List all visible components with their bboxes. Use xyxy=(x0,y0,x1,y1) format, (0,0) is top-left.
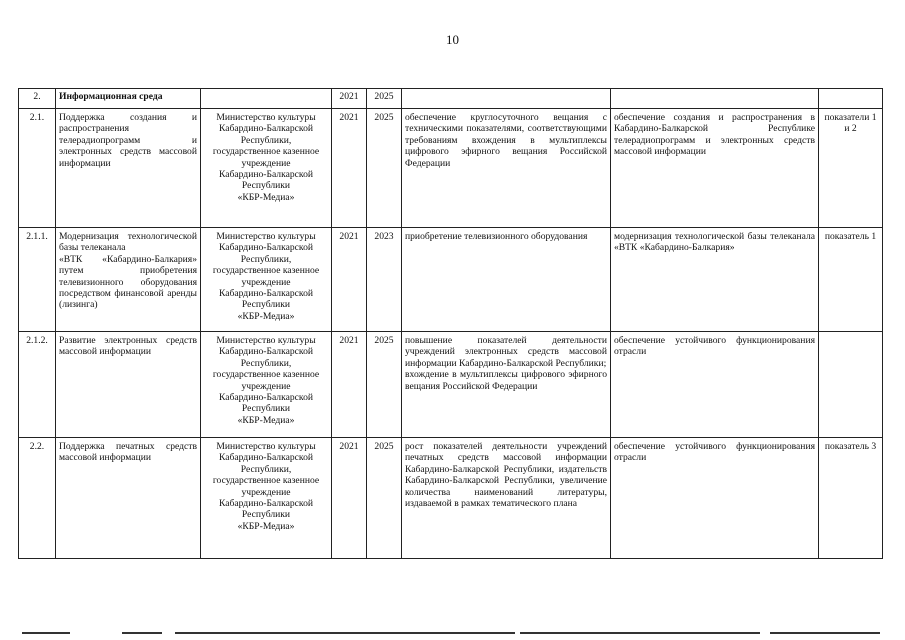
start-year: 2021 xyxy=(332,228,367,332)
row-number: 2.1.2. xyxy=(19,332,56,438)
measure-name: Развитие электронных средств массовой информации xyxy=(56,332,201,438)
responsible-cell xyxy=(201,89,332,109)
table-row xyxy=(19,332,883,438)
cut-off-rule xyxy=(520,632,760,634)
start-year: 2021 xyxy=(332,89,367,109)
start-year: 2021 xyxy=(332,438,367,559)
cut-off-rule xyxy=(22,632,70,634)
responsible-cell: Министерство культуры Кабардино-Балкарской Республики, государственное казенное учреждение Кабардино-Балкарской Республики «КБР-Медиа» xyxy=(201,109,332,228)
cut-off-rule xyxy=(770,632,880,634)
indicator-cell: показатель 1 xyxy=(819,228,883,332)
table-row xyxy=(19,89,883,109)
cut-off-rule xyxy=(122,632,162,634)
measure-name: Поддержка создания и распространения телерадиопрограмм и электронных средств массовой информации xyxy=(56,109,201,228)
indicator-cell: показатели 1 и 2 xyxy=(819,109,883,228)
indicator-cell xyxy=(819,89,883,109)
result-cell: рост показателей деятельности учреждений печатных средств массовой информации Кабардино-Балкарской Республики, издательств Кабардино-Балкарской Республики, увеличение количества наименований литературы, издаваемой в рамках тематического плана xyxy=(402,438,611,559)
row-number: 2. xyxy=(19,89,56,109)
cut-off-rule xyxy=(175,632,515,634)
result-cell xyxy=(402,89,611,109)
end-year: 2025 xyxy=(367,89,402,109)
responsible-cell: Министерство культуры Кабардино-Балкарской Республики, государственное казенное учреждение Кабардино-Балкарской Республики «КБР-Медиа» xyxy=(201,228,332,332)
responsible-cell: Министерство культуры Кабардино-Балкарской Республики, государственное казенное учреждение Кабардино-Балкарской Республики «КБР-Медиа» xyxy=(201,438,332,559)
link-cell: модернизация технологической базы телеканала «ВТК «Кабардино-Балкария» xyxy=(611,228,819,332)
result-cell: обеспечение круглосуточного вещания с техническими показателями, соответствующими требованиям вхождения в мультиплексы цифрового эфирного вещания Российской Федерации xyxy=(402,109,611,228)
result-cell: повышение показателей деятельности учреждений электронных средств массовой информации Кабардино-Балкарской Республики; вхождение в мультиплексы цифрового эфирного вещания Российской Федерации xyxy=(402,332,611,438)
end-year: 2023 xyxy=(367,228,402,332)
indicator-cell: показатель 3 xyxy=(819,438,883,559)
end-year: 2025 xyxy=(367,332,402,438)
row-number: 2.1. xyxy=(19,109,56,228)
result-cell: приобретение телевизионного оборудования xyxy=(402,228,611,332)
table-row xyxy=(19,228,883,332)
section-title: Информационная среда xyxy=(56,89,201,109)
link-cell: обеспечение устойчивого функционирования отрасли xyxy=(611,438,819,559)
measure-name: Поддержка печатных средств массовой информации xyxy=(56,438,201,559)
start-year: 2021 xyxy=(332,332,367,438)
link-cell xyxy=(611,89,819,109)
table-row xyxy=(19,438,883,559)
table-row xyxy=(19,109,883,228)
row-number: 2.2. xyxy=(19,438,56,559)
page-number: 10 xyxy=(446,32,459,47)
start-year: 2021 xyxy=(332,109,367,228)
link-cell: обеспечение устойчивого функционирования отрасли xyxy=(611,332,819,438)
program-table xyxy=(18,88,883,559)
link-cell: обеспечение создания и распространения в Кабардино-Балкарской Республике телерадиопрограмм и электронных средств массовой информации xyxy=(611,109,819,228)
end-year: 2025 xyxy=(367,109,402,228)
indicator-cell xyxy=(819,332,883,438)
responsible-cell: Министерство культуры Кабардино-Балкарской Республики, государственное казенное учреждение Кабардино-Балкарской Республики «КБР-Медиа» xyxy=(201,332,332,438)
end-year: 2025 xyxy=(367,438,402,559)
measure-name: Модернизация технологической базы телеканала «ВТК «Кабардино-Балкария» путем приобретения телевизионного оборудования посредством финансовой аренды (лизинга) xyxy=(56,228,201,332)
row-number: 2.1.1. xyxy=(19,228,56,332)
